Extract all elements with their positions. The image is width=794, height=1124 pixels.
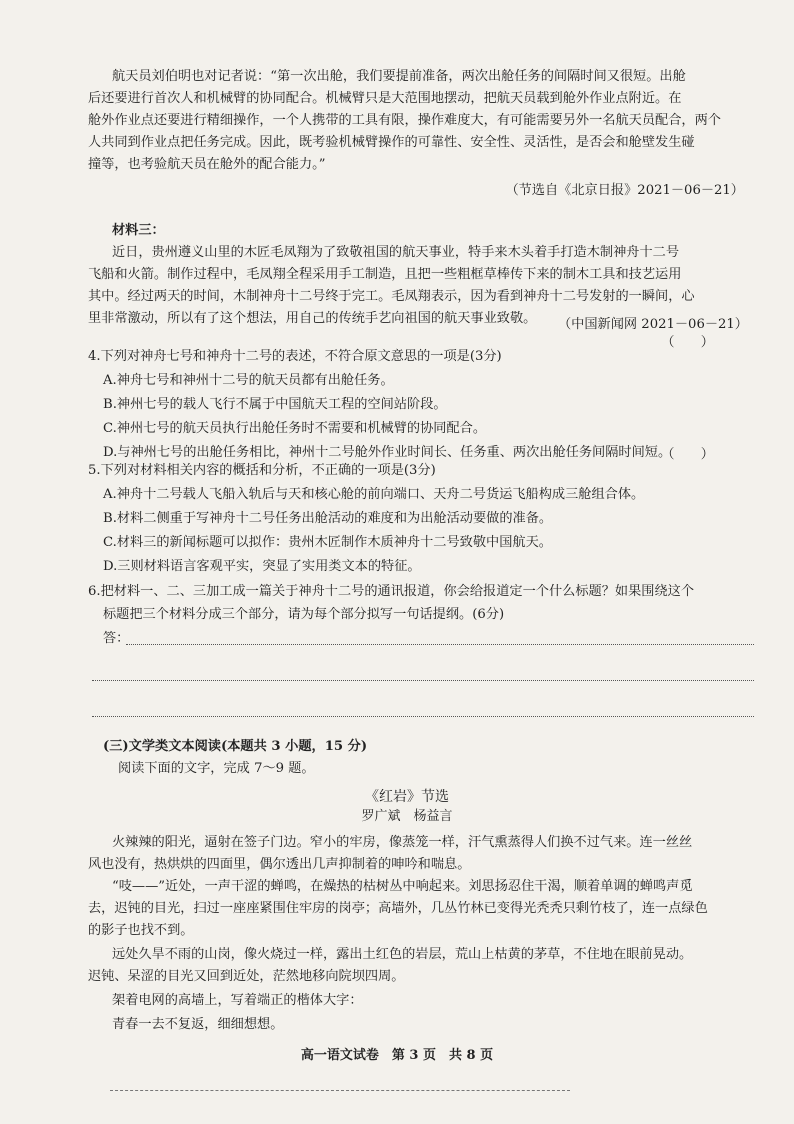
para2-line-2: 飞船和火箭。制作过程中，毛凤翔全程采用手工制造，且把一些粗框草棒传下来的制木工具和技艺运用: [88, 267, 682, 282]
answer-line-2[interactable]: [92, 680, 754, 681]
section3-instruction: 阅读下面的文字，完成 7～9 题。: [118, 761, 315, 776]
source-beijing-daily: （节选自《北京日报》2021－06－21）: [505, 183, 744, 198]
q6-answer-label: 答：: [103, 631, 130, 646]
story-line-4: 去，迟钝的目光，扫过一座座紧围住牢房的岗亭；高墙外，几丛竹林已变得光秃秃只剩竹枝了，连一点绿色: [88, 901, 708, 916]
answer-line-1[interactable]: [126, 644, 754, 645]
story-title: 《红岩》节选: [365, 789, 449, 805]
q5-option-c: C.材料三的新闻标题可以拟作：贵州木匠制作木质神舟十二号致敬中国航天。: [103, 535, 552, 550]
para1-line-5: 撞等，也考验航天员在舱外的配合能力。”: [88, 157, 326, 172]
q5-stem: 5.下列对材料相关内容的概括和分析，不正确的一项是(3分): [88, 463, 436, 478]
answer-line-3[interactable]: [92, 716, 754, 717]
q4-option-b: B.神州七号的载人飞行不属于中国航天工程的空间站阶段。: [103, 397, 447, 412]
q5-answer-paren[interactable]: （ ）: [661, 447, 714, 462]
story-authors: 罗广斌 杨益言: [361, 809, 453, 824]
q4-option-a: A.神舟七号和神州十二号的航天员都有出舱任务。: [103, 373, 394, 388]
page-bottom-rule: [110, 1090, 570, 1091]
para1-line-4: 人共同到作业点把任务完成。因此，既考验机械臂操作的可靠性、安全性、灵活性，是否会和舱壁发生碰: [88, 135, 695, 150]
q4-answer-paren[interactable]: （ ）: [661, 335, 714, 350]
section3-heading: (三)文学类文本阅读(本题共 3 小题，15 分): [103, 739, 368, 754]
story-line-6: 远处久旱不雨的山岗，像火烧过一样，露出土红色的岩层，荒山上枯黄的茅草，不住地在眼前晃动。: [112, 947, 693, 962]
story-line-9: 青春一去不复返，细细想想。: [112, 1017, 284, 1032]
q5-option-d: D.三则材料语言客观平实，突显了实用类文本的特征。: [103, 559, 421, 574]
material3-heading: 材料三：: [112, 223, 165, 238]
story-line-1: 火辣辣的阳光，逼射在签子门边。窄小的牢房，像蒸笼一样，汗气熏蒸得人们换不过气来。连一丝丝: [112, 835, 693, 850]
q4-option-c: C.神州七号的航天员执行出舱任务时不需要和机械臂的协同配合。: [103, 421, 487, 436]
para1-line-3: 舱外作业点还要进行精细操作，一个人携带的工具有限，操作难度大，有可能需要另外一名航天员配合，两个: [88, 113, 721, 128]
q4-option-d: D.与神州七号的出舱任务相比，神州十二号舱外作业时间长、任务重、两次出舱任务间隔时间短。: [103, 445, 672, 460]
para2-line-1: 近日，贵州遵义山里的木匠毛凤翔为了致敬祖国的航天事业，特手来木头着手打造木制神舟十二号: [112, 245, 680, 260]
story-line-7: 迟钝、呆涩的目光又回到近处，茫然地移向院坝四周。: [88, 969, 405, 984]
page-footer: 高一语文试卷 第 3 页 共 8 页: [300, 1048, 494, 1063]
q5-option-a: A.神舟十二号载人飞船入轨后与天和核心舱的前向端口、天舟二号货运飞船构成三舱组合体。: [103, 487, 645, 502]
q6-stem-line-1: 6.把材料一、二、三加工成一篇关于神舟十二号的通讯报道，你会给报道定一个什么标题？如果围绕这个: [88, 584, 695, 599]
para2-line-3: 其中。经过两天的时间，木制神舟十二号终于完工。毛凤翔表示，因为看到神舟十二号发射的一瞬间，心: [88, 289, 695, 304]
story-line-3: “吱——”近处，一声干涩的蝉鸣，在燥热的枯树丛中响起来。刘思扬忍住干渴，顺着单调的蝉鸣声觅: [112, 879, 693, 894]
q4-stem: 4.下列对神舟七号和神舟十二号的表述，不符合原文意思的一项是(3分): [88, 349, 502, 364]
para1-line-1: 航天员刘伯明也对记者说：“第一次出舱，我们要提前准备，两次出舱任务的间隔时间又很短。出舱: [112, 69, 686, 84]
story-line-2: 风也没有，热烘烘的四面里，偶尔透出几声抑制着的呻吟和喘息。: [88, 857, 471, 872]
source-chinanews: （中国新闻网 2021－06－21）: [557, 317, 748, 332]
story-line-8: 架着电网的高墙上，写着端正的楷体大字：: [112, 993, 363, 1008]
para1-line-2: 后还要进行首次人和机械臂的协同配合。机械臂只是大范围地摆动，把航天员载到舱外作业点附近。在: [88, 91, 682, 106]
para2-line-4: 里非常激动，所以有了这个想法，用自己的传统手艺向祖国的航天事业致敬。: [88, 311, 537, 326]
q5-option-b: B.材料二侧重于写神舟十二号任务出舱活动的难度和为出舱活动要做的准备。: [103, 511, 553, 526]
story-line-5: 的影子也找不到。: [88, 923, 194, 938]
q6-stem-line-2: 标题把三个材料分成三个部分，请为每个部分拟写一句话提纲。(6分): [103, 607, 505, 622]
